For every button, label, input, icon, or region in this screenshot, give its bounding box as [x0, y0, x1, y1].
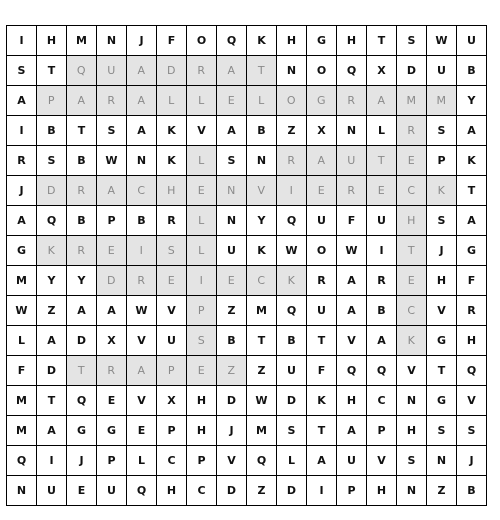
- grid-cell[interactable]: N: [217, 176, 247, 206]
- grid-cell[interactable]: T: [307, 326, 337, 356]
- grid-cell[interactable]: B: [67, 206, 97, 236]
- grid-cell[interactable]: R: [187, 56, 217, 86]
- grid-cell[interactable]: H: [457, 326, 487, 356]
- grid-cell[interactable]: L: [187, 86, 217, 116]
- grid-cell[interactable]: E: [397, 146, 427, 176]
- grid-cell[interactable]: G: [307, 26, 337, 56]
- grid-cell[interactable]: J: [7, 176, 37, 206]
- grid-cell[interactable]: Q: [217, 26, 247, 56]
- grid-cell[interactable]: L: [157, 86, 187, 116]
- grid-cell[interactable]: I: [187, 266, 217, 296]
- grid-cell[interactable]: A: [307, 146, 337, 176]
- grid-cell[interactable]: L: [247, 86, 277, 116]
- grid-cell[interactable]: Z: [37, 296, 67, 326]
- grid-cell[interactable]: Y: [247, 206, 277, 236]
- grid-cell[interactable]: H: [337, 26, 367, 56]
- grid-cell[interactable]: I: [307, 476, 337, 506]
- grid-cell[interactable]: R: [457, 296, 487, 326]
- grid-cell[interactable]: H: [397, 416, 427, 446]
- grid-cell[interactable]: U: [97, 476, 127, 506]
- grid-cell[interactable]: Q: [277, 206, 307, 236]
- grid-cell[interactable]: W: [337, 236, 367, 266]
- grid-cell[interactable]: V: [397, 356, 427, 386]
- grid-cell[interactable]: A: [37, 416, 67, 446]
- grid-cell[interactable]: S: [427, 206, 457, 236]
- grid-cell[interactable]: H: [187, 416, 217, 446]
- grid-cell[interactable]: S: [427, 416, 457, 446]
- grid-cell[interactable]: N: [247, 146, 277, 176]
- grid-cell[interactable]: S: [7, 56, 37, 86]
- grid-cell[interactable]: J: [217, 416, 247, 446]
- grid-cell[interactable]: Y: [37, 266, 67, 296]
- grid-cell[interactable]: I: [127, 236, 157, 266]
- grid-row: [7, 266, 487, 296]
- grid-cell[interactable]: U: [277, 356, 307, 386]
- grid-cell[interactable]: H: [337, 386, 367, 416]
- grid-cell[interactable]: L: [187, 236, 217, 266]
- grid-cell[interactable]: Q: [367, 356, 397, 386]
- grid-cell[interactable]: T: [427, 356, 457, 386]
- grid-cell[interactable]: H: [187, 386, 217, 416]
- grid-cell[interactable]: R: [367, 266, 397, 296]
- grid-cell[interactable]: N: [277, 56, 307, 86]
- grid-cell[interactable]: R: [97, 356, 127, 386]
- grid-cell[interactable]: U: [337, 146, 367, 176]
- grid-cell[interactable]: T: [37, 386, 67, 416]
- grid-cell[interactable]: O: [307, 56, 337, 86]
- grid-cell[interactable]: E: [157, 266, 187, 296]
- grid-cell[interactable]: U: [307, 206, 337, 236]
- grid-row: [7, 296, 487, 326]
- grid-cell[interactable]: I: [37, 446, 67, 476]
- grid-cell[interactable]: Z: [427, 476, 457, 506]
- grid-cell[interactable]: A: [307, 446, 337, 476]
- grid-cell[interactable]: B: [37, 116, 67, 146]
- grid-cell[interactable]: L: [7, 326, 37, 356]
- grid-cell[interactable]: Q: [67, 56, 97, 86]
- grid-cell[interactable]: F: [7, 356, 37, 386]
- grid-cell[interactable]: M: [7, 266, 37, 296]
- grid-cell[interactable]: T: [367, 26, 397, 56]
- grid-cell[interactable]: U: [37, 476, 67, 506]
- grid-cell[interactable]: Z: [277, 116, 307, 146]
- grid-cell[interactable]: K: [307, 386, 337, 416]
- grid-cell[interactable]: X: [97, 326, 127, 356]
- grid-cell[interactable]: K: [457, 146, 487, 176]
- grid-cell[interactable]: N: [397, 386, 427, 416]
- grid-cell[interactable]: C: [397, 176, 427, 206]
- grid-row: [7, 326, 487, 356]
- grid-cell[interactable]: M: [427, 86, 457, 116]
- grid-cell[interactable]: K: [247, 236, 277, 266]
- grid-cell[interactable]: G: [307, 86, 337, 116]
- grid-cell[interactable]: O: [187, 26, 217, 56]
- grid-cell[interactable]: T: [397, 236, 427, 266]
- grid-cell[interactable]: N: [127, 146, 157, 176]
- grid-cell[interactable]: W: [7, 296, 37, 326]
- grid-cell[interactable]: W: [427, 26, 457, 56]
- grid-cell[interactable]: R: [397, 116, 427, 146]
- grid-cell[interactable]: P: [37, 86, 67, 116]
- grid-cell[interactable]: M: [397, 86, 427, 116]
- grid-cell[interactable]: Q: [7, 446, 37, 476]
- grid-row: [7, 86, 487, 116]
- grid-row: [7, 416, 487, 446]
- grid-cell[interactable]: X: [307, 116, 337, 146]
- grid-cell[interactable]: P: [337, 476, 367, 506]
- grid-cell[interactable]: E: [307, 176, 337, 206]
- grid-cell[interactable]: X: [157, 386, 187, 416]
- grid-cell[interactable]: A: [127, 56, 157, 86]
- grid-cell[interactable]: V: [457, 386, 487, 416]
- grid-cell[interactable]: N: [97, 26, 127, 56]
- grid-cell[interactable]: V: [187, 116, 217, 146]
- grid-cell[interactable]: V: [247, 176, 277, 206]
- grid-cell[interactable]: S: [277, 416, 307, 446]
- grid-cell[interactable]: Q: [457, 356, 487, 386]
- grid-cell[interactable]: S: [157, 236, 187, 266]
- grid-cell[interactable]: H: [157, 176, 187, 206]
- grid-cell[interactable]: O: [307, 236, 337, 266]
- grid-cell[interactable]: E: [217, 266, 247, 296]
- grid-cell[interactable]: R: [307, 266, 337, 296]
- grid-cell[interactable]: Q: [337, 356, 367, 386]
- grid-cell[interactable]: B: [67, 146, 97, 176]
- grid-cell[interactable]: Z: [247, 356, 277, 386]
- grid-cell[interactable]: P: [427, 146, 457, 176]
- grid-cell[interactable]: V: [157, 296, 187, 326]
- grid-cell[interactable]: A: [7, 206, 37, 236]
- grid-cell[interactable]: L: [187, 206, 217, 236]
- grid-cell[interactable]: U: [457, 26, 487, 56]
- grid-cell[interactable]: A: [7, 86, 37, 116]
- grid-cell[interactable]: Z: [247, 476, 277, 506]
- grid-cell[interactable]: T: [247, 326, 277, 356]
- grid-cell[interactable]: A: [457, 116, 487, 146]
- grid-cell[interactable]: L: [127, 446, 157, 476]
- grid-cell[interactable]: G: [7, 236, 37, 266]
- grid-cell[interactable]: V: [427, 296, 457, 326]
- grid-cell[interactable]: F: [457, 266, 487, 296]
- grid-cell[interactable]: A: [127, 116, 157, 146]
- grid-row: [7, 146, 487, 176]
- grid-cell[interactable]: C: [127, 176, 157, 206]
- grid-cell[interactable]: A: [337, 296, 367, 326]
- grid-cell[interactable]: C: [397, 296, 427, 326]
- grid-cell[interactable]: H: [37, 26, 67, 56]
- grid-cell[interactable]: W: [97, 146, 127, 176]
- grid-cell[interactable]: P: [187, 296, 217, 326]
- grid-cell[interactable]: B: [217, 326, 247, 356]
- grid-cell[interactable]: B: [277, 326, 307, 356]
- grid-cell[interactable]: F: [307, 356, 337, 386]
- grid-cell[interactable]: T: [367, 146, 397, 176]
- grid-cell[interactable]: D: [217, 386, 247, 416]
- grid-cell[interactable]: I: [7, 26, 37, 56]
- grid-cell[interactable]: D: [217, 476, 247, 506]
- grid-row: [7, 236, 487, 266]
- grid-cell[interactable]: N: [337, 116, 367, 146]
- grid-cell[interactable]: S: [397, 26, 427, 56]
- grid-cell[interactable]: M: [247, 296, 277, 326]
- grid-cell[interactable]: T: [307, 416, 337, 446]
- grid-cell[interactable]: N: [217, 206, 247, 236]
- grid-cell[interactable]: N: [7, 476, 37, 506]
- grid-cell[interactable]: J: [127, 26, 157, 56]
- grid-cell[interactable]: U: [367, 206, 397, 236]
- grid-cell[interactable]: G: [427, 386, 457, 416]
- grid-cell[interactable]: E: [67, 476, 97, 506]
- grid-cell[interactable]: Q: [37, 206, 67, 236]
- grid-cell[interactable]: R: [337, 86, 367, 116]
- grid-cell[interactable]: T: [37, 56, 67, 86]
- grid-cell[interactable]: B: [367, 296, 397, 326]
- grid-cell[interactable]: M: [67, 26, 97, 56]
- grid-row: [7, 446, 487, 476]
- grid-cell[interactable]: U: [157, 326, 187, 356]
- grid-cell[interactable]: A: [67, 86, 97, 116]
- grid-cell[interactable]: P: [187, 446, 217, 476]
- grid-cell[interactable]: W: [247, 386, 277, 416]
- grid-cell[interactable]: D: [157, 56, 187, 86]
- grid-cell[interactable]: P: [157, 416, 187, 446]
- grid-cell[interactable]: W: [127, 296, 157, 326]
- grid-cell[interactable]: M: [247, 416, 277, 446]
- grid-cell[interactable]: H: [427, 266, 457, 296]
- grid-cell[interactable]: Q: [67, 386, 97, 416]
- grid-cell[interactable]: E: [187, 176, 217, 206]
- grid-cell[interactable]: P: [97, 446, 127, 476]
- grid-cell[interactable]: Q: [277, 296, 307, 326]
- grid-cell[interactable]: D: [97, 266, 127, 296]
- grid-cell[interactable]: G: [97, 416, 127, 446]
- grid-cell[interactable]: U: [427, 56, 457, 86]
- grid-cell[interactable]: F: [157, 26, 187, 56]
- grid-cell[interactable]: T: [247, 56, 277, 86]
- grid-cell[interactable]: A: [367, 326, 397, 356]
- grid-cell[interactable]: W: [277, 236, 307, 266]
- grid-cell[interactable]: T: [457, 176, 487, 206]
- grid-cell[interactable]: G: [427, 326, 457, 356]
- grid-cell[interactable]: A: [97, 176, 127, 206]
- grid-row: [7, 206, 487, 236]
- grid-cell[interactable]: M: [7, 386, 37, 416]
- grid-cell[interactable]: H: [277, 26, 307, 56]
- grid-cell[interactable]: A: [457, 206, 487, 236]
- grid-cell[interactable]: D: [67, 326, 97, 356]
- grid-cell[interactable]: K: [157, 146, 187, 176]
- grid-cell[interactable]: D: [277, 476, 307, 506]
- grid-cell[interactable]: U: [337, 446, 367, 476]
- grid-cell[interactable]: K: [157, 116, 187, 146]
- grid-cell[interactable]: B: [127, 206, 157, 236]
- grid-cell[interactable]: F: [337, 206, 367, 236]
- grid-cell[interactable]: Y: [457, 86, 487, 116]
- grid-cell[interactable]: P: [97, 206, 127, 236]
- grid-cell[interactable]: B: [457, 476, 487, 506]
- grid-cell[interactable]: K: [37, 236, 67, 266]
- grid-cell[interactable]: D: [277, 386, 307, 416]
- grid-cell[interactable]: R: [97, 86, 127, 116]
- grid-cell[interactable]: A: [67, 296, 97, 326]
- grid-cell[interactable]: A: [37, 326, 67, 356]
- grid-cell[interactable]: G: [457, 236, 487, 266]
- grid-cell[interactable]: E: [367, 176, 397, 206]
- grid-cell[interactable]: U: [217, 236, 247, 266]
- grid-cell[interactable]: N: [427, 446, 457, 476]
- grid-cell[interactable]: D: [37, 176, 67, 206]
- grid-cell[interactable]: O: [277, 86, 307, 116]
- grid-row: [7, 56, 487, 86]
- grid-cell[interactable]: R: [337, 176, 367, 206]
- grid-cell[interactable]: H: [157, 476, 187, 506]
- grid-row: [7, 176, 487, 206]
- grid-cell[interactable]: E: [127, 416, 157, 446]
- grid-cell[interactable]: N: [397, 476, 427, 506]
- grid-cell[interactable]: K: [427, 176, 457, 206]
- grid-cell[interactable]: E: [187, 356, 217, 386]
- grid-cell[interactable]: K: [247, 26, 277, 56]
- grid-cell[interactable]: Z: [217, 356, 247, 386]
- grid-cell[interactable]: A: [337, 266, 367, 296]
- grid-cell[interactable]: R: [127, 266, 157, 296]
- grid-cell[interactable]: S: [427, 116, 457, 146]
- grid-cell[interactable]: Q: [337, 56, 367, 86]
- grid-cell[interactable]: I: [277, 176, 307, 206]
- grid-cell[interactable]: R: [277, 146, 307, 176]
- grid-cell[interactable]: A: [217, 56, 247, 86]
- grid-cell[interactable]: C: [157, 446, 187, 476]
- grid-cell[interactable]: H: [367, 476, 397, 506]
- grid-cell[interactable]: C: [247, 266, 277, 296]
- grid-cell[interactable]: V: [337, 326, 367, 356]
- grid-cell[interactable]: P: [157, 356, 187, 386]
- grid-cell[interactable]: A: [217, 116, 247, 146]
- grid-cell[interactable]: A: [127, 86, 157, 116]
- grid-cell[interactable]: M: [7, 416, 37, 446]
- grid-cell[interactable]: V: [127, 386, 157, 416]
- grid-cell[interactable]: J: [427, 236, 457, 266]
- grid-cell[interactable]: R: [67, 236, 97, 266]
- grid-cell[interactable]: X: [367, 56, 397, 86]
- grid-row: [7, 26, 487, 56]
- grid-cell[interactable]: L: [187, 146, 217, 176]
- grid-cell[interactable]: V: [217, 446, 247, 476]
- grid-cell[interactable]: V: [367, 446, 397, 476]
- grid-cell[interactable]: A: [337, 416, 367, 446]
- grid-cell[interactable]: U: [97, 56, 127, 86]
- grid-cell[interactable]: T: [67, 116, 97, 146]
- grid-cell[interactable]: G: [67, 416, 97, 446]
- grid-cell[interactable]: Y: [67, 266, 97, 296]
- grid-cell[interactable]: S: [397, 446, 427, 476]
- grid-cell[interactable]: R: [67, 176, 97, 206]
- grid-cell[interactable]: C: [187, 476, 217, 506]
- grid-cell[interactable]: H: [397, 206, 427, 236]
- grid-cell[interactable]: V: [127, 326, 157, 356]
- grid-cell[interactable]: B: [457, 56, 487, 86]
- grid-cell[interactable]: S: [457, 416, 487, 446]
- grid-cell[interactable]: E: [97, 236, 127, 266]
- grid-cell[interactable]: T: [67, 356, 97, 386]
- grid-cell[interactable]: I: [367, 236, 397, 266]
- grid-cell[interactable]: J: [457, 446, 487, 476]
- word-search-grid: [6, 25, 487, 506]
- grid-cell[interactable]: R: [7, 146, 37, 176]
- grid-cell[interactable]: A: [97, 296, 127, 326]
- grid-row: [7, 356, 487, 386]
- grid-cell[interactable]: D: [37, 356, 67, 386]
- grid-cell[interactable]: L: [277, 446, 307, 476]
- grid-cell[interactable]: J: [67, 446, 97, 476]
- grid-cell[interactable]: E: [217, 86, 247, 116]
- grid-cell[interactable]: S: [217, 146, 247, 176]
- grid-cell[interactable]: C: [367, 386, 397, 416]
- grid-cell[interactable]: U: [307, 296, 337, 326]
- grid-cell[interactable]: P: [367, 416, 397, 446]
- grid-cell[interactable]: Z: [217, 296, 247, 326]
- grid-cell[interactable]: Q: [127, 476, 157, 506]
- grid-cell[interactable]: S: [187, 326, 217, 356]
- grid-cell[interactable]: K: [277, 266, 307, 296]
- grid-cell[interactable]: A: [367, 86, 397, 116]
- grid-cell[interactable]: L: [367, 116, 397, 146]
- grid-cell[interactable]: I: [7, 116, 37, 146]
- grid-row: [7, 476, 487, 506]
- grid-cell[interactable]: R: [157, 206, 187, 236]
- grid-cell[interactable]: E: [397, 266, 427, 296]
- grid-cell[interactable]: A: [127, 356, 157, 386]
- grid-cell[interactable]: Q: [247, 446, 277, 476]
- grid-cell[interactable]: S: [37, 146, 67, 176]
- grid-cell[interactable]: K: [397, 326, 427, 356]
- grid-cell[interactable]: S: [97, 116, 127, 146]
- grid-row: [7, 386, 487, 416]
- grid-cell[interactable]: E: [97, 386, 127, 416]
- grid-cell[interactable]: B: [247, 116, 277, 146]
- grid-cell[interactable]: D: [397, 56, 427, 86]
- grid-row: [7, 116, 487, 146]
